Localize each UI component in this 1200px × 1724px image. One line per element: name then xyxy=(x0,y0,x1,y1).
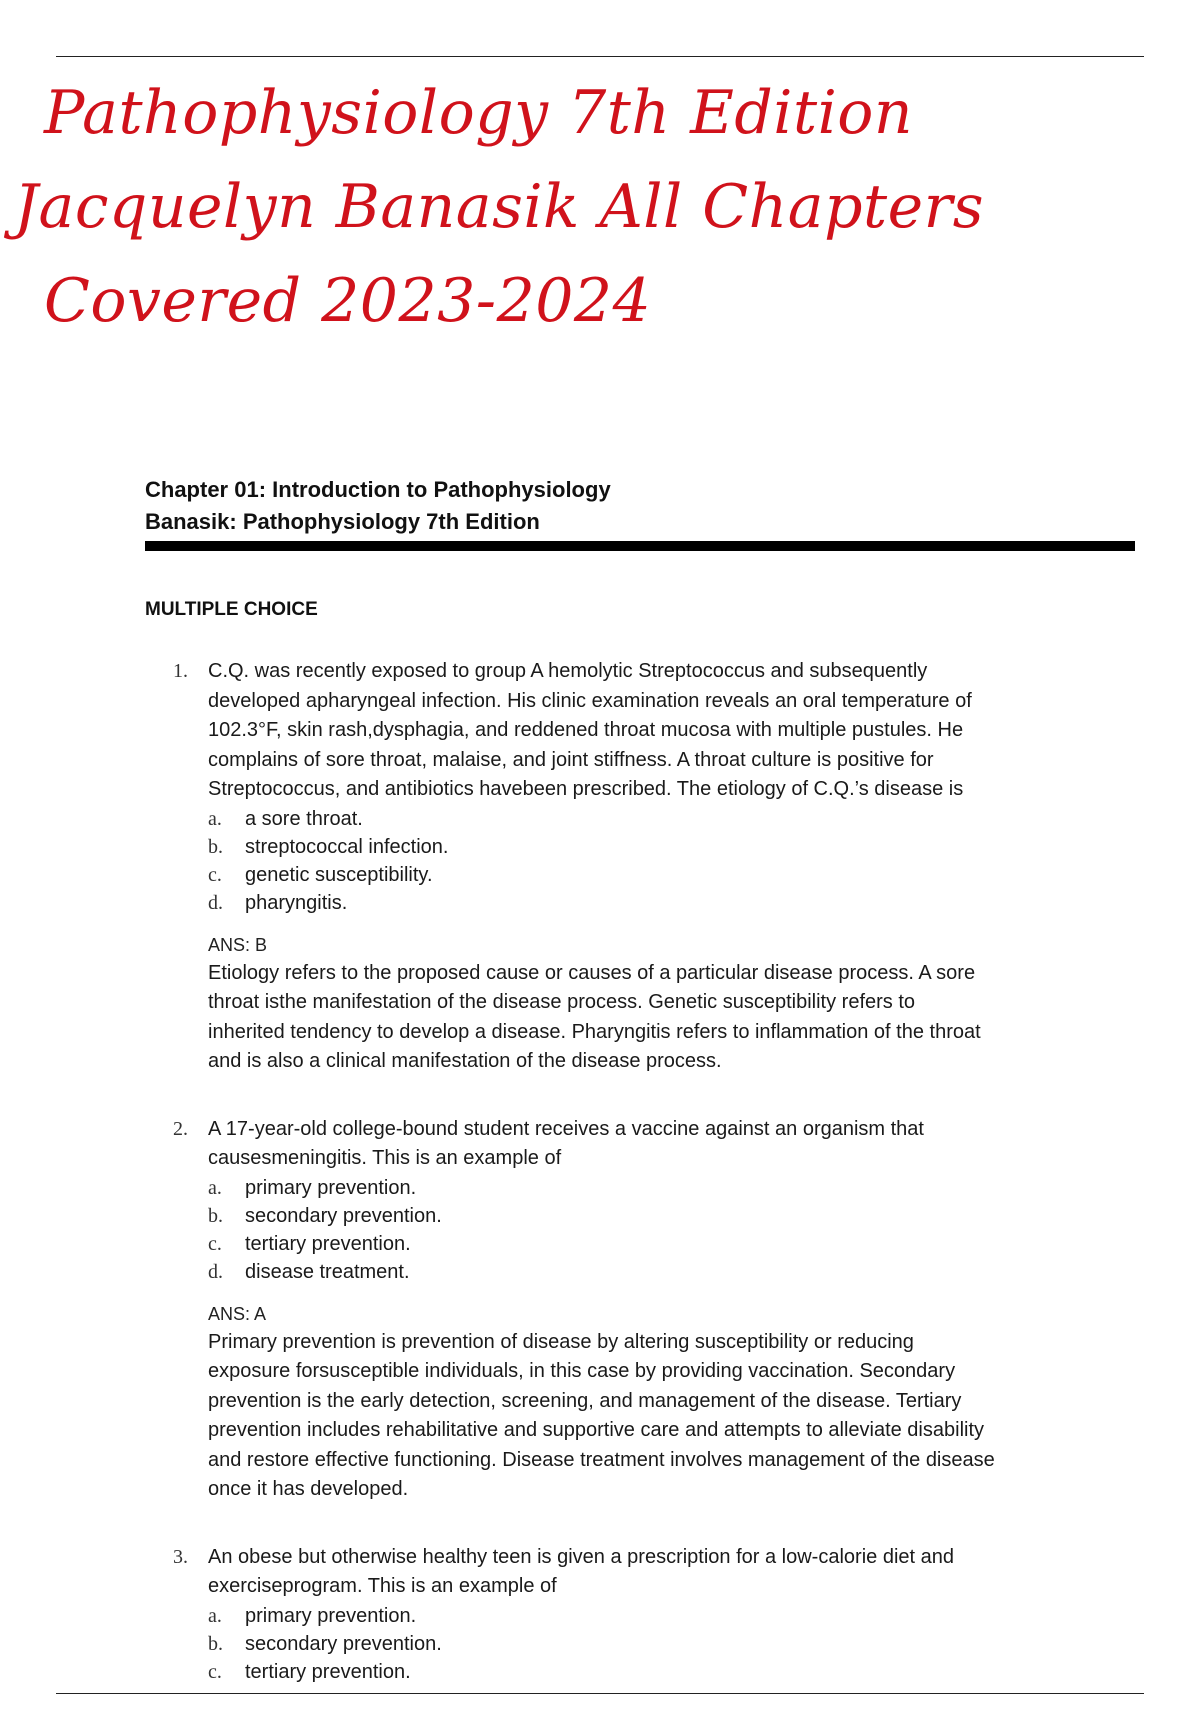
stem-line: causesmeningitis. This is an example of xyxy=(208,1147,562,1169)
rationale-line: once it has developed. xyxy=(208,1478,409,1500)
choice-letter: c. xyxy=(208,1232,222,1255)
rationale-line: Etiology refers to the proposed cause or causes of a particular disease process. A sore xyxy=(208,961,976,984)
choice-letter: c. xyxy=(208,1660,222,1683)
question-number: 3. xyxy=(173,1545,188,1568)
choice-d xyxy=(208,1258,1135,1286)
choice-letter: a. xyxy=(208,807,222,830)
title-line-3: Covered 2023-2024 xyxy=(44,266,652,336)
stem-line: Streptococcus, and antibiotics havebeen prescribed. The etiology of C.Q.’s disease is xyxy=(208,778,964,800)
rationale-line: Primary prevention is prevention of disease by altering susceptibility or reducing xyxy=(208,1330,914,1353)
choice-a xyxy=(208,1174,1135,1202)
choice-d xyxy=(208,889,1135,917)
document-body xyxy=(145,474,1135,1724)
rationale-line: inherited tendency to develop a disease. Pharyngitis refers to inflammation of the throat xyxy=(208,1020,981,1043)
rationale-line: exposure forsusceptible individuals, in this case by providing vaccination. Secondary xyxy=(208,1360,956,1382)
choice-c xyxy=(208,861,1135,889)
choice-b xyxy=(208,833,1135,861)
choice-a xyxy=(208,1602,1135,1630)
choice-b xyxy=(208,1202,1135,1230)
choice-letter: c. xyxy=(208,863,222,886)
title-line-1: Pathophysiology 7th Edition xyxy=(44,78,914,148)
question-3 xyxy=(145,1543,1135,1686)
rationale-line: and restore effective functioning. Disease treatment involves management of the disease xyxy=(208,1448,995,1471)
rationale-line: throat isthe manifestation of the disease process. Genetic susceptibility refers to xyxy=(208,991,916,1013)
choice-b xyxy=(208,1630,1135,1658)
choice-letter: a. xyxy=(208,1604,222,1627)
question-number: 1. xyxy=(173,660,188,682)
stem-line: C.Q. was recently exposed to group A hemolytic Streptococcus and subsequently xyxy=(208,660,928,682)
choice-list xyxy=(208,1602,1135,1686)
choice-text: a sore throat. xyxy=(245,807,363,830)
choice-text: secondary prevention. xyxy=(245,1632,442,1655)
choice-list xyxy=(208,1174,1135,1286)
question-stem xyxy=(208,657,1135,805)
question-number: 2. xyxy=(173,1117,188,1140)
choice-letter: b. xyxy=(208,835,223,858)
answer-label: ANS: A xyxy=(208,1303,267,1324)
question-1 xyxy=(145,657,1135,1077)
stem-line: An obese but otherwise healthy teen is given a prescription for a low-calorie diet and xyxy=(208,1545,954,1568)
question-stem xyxy=(208,1543,1135,1602)
answer-label: ANS: B xyxy=(208,934,268,955)
choice-text: streptococcal infection. xyxy=(245,835,449,858)
top-rule xyxy=(56,56,1144,57)
choice-letter: b. xyxy=(208,1204,223,1227)
title-line-2: Jacquelyn Banasik All Chapters xyxy=(14,172,985,242)
question-stem xyxy=(208,1115,1135,1174)
question-2 xyxy=(145,1115,1135,1505)
choice-letter: d. xyxy=(208,1260,223,1283)
choice-c xyxy=(208,1658,1135,1686)
stem-line: complains of sore throat, malaise, and joint stiffness. A throat culture is positive for xyxy=(208,748,934,771)
stem-line: developed apharyngeal infection. His clinic examination reveals an oral temperature of xyxy=(208,689,972,712)
choice-letter: a. xyxy=(208,1176,222,1199)
chapter-heading: Chapter 01: Introduction to Pathophysiology xyxy=(145,477,611,502)
choice-text: tertiary prevention. xyxy=(245,1232,411,1255)
choice-letter: d. xyxy=(208,891,223,914)
choice-a xyxy=(208,805,1135,833)
document-title xyxy=(14,66,1164,348)
choice-text: primary prevention. xyxy=(245,1604,417,1627)
choice-text: pharyngitis. xyxy=(245,891,348,914)
book-heading: Banasik: Pathophysiology 7th Edition xyxy=(145,509,540,534)
rationale-line: prevention is the early detection, screening, and management of the disease. Tertiary xyxy=(208,1389,962,1412)
choice-text: disease treatment. xyxy=(245,1260,410,1283)
choice-text: genetic susceptibility. xyxy=(245,863,433,886)
choice-text: tertiary prevention. xyxy=(245,1660,411,1683)
choice-letter: b. xyxy=(208,1632,223,1655)
stem-line: exerciseprogram. This is an example of xyxy=(208,1575,557,1597)
stem-line: A 17-year-old college-bound student receives a vaccine against an organism that xyxy=(208,1117,924,1140)
rationale xyxy=(208,1328,1135,1505)
heading-rule xyxy=(145,541,1135,551)
rationale-line: prevention includes rehabilitative and supportive care and attempts to alleviate disability xyxy=(208,1419,985,1441)
bottom-rule xyxy=(56,1693,1144,1694)
question-list xyxy=(145,657,1135,1686)
stem-line: 102.3°F, skin rash,dysphagia, and reddened throat mucosa with multiple pustules. He xyxy=(208,719,964,741)
section-heading: MULTIPLE CHOICE xyxy=(145,599,318,620)
choice-list xyxy=(208,805,1135,917)
choice-c xyxy=(208,1230,1135,1258)
choice-text: primary prevention. xyxy=(245,1176,417,1199)
rationale xyxy=(208,959,1135,1077)
choice-text: secondary prevention. xyxy=(245,1204,442,1227)
rationale-line: and is also a clinical manifestation of the disease process. xyxy=(208,1050,722,1072)
